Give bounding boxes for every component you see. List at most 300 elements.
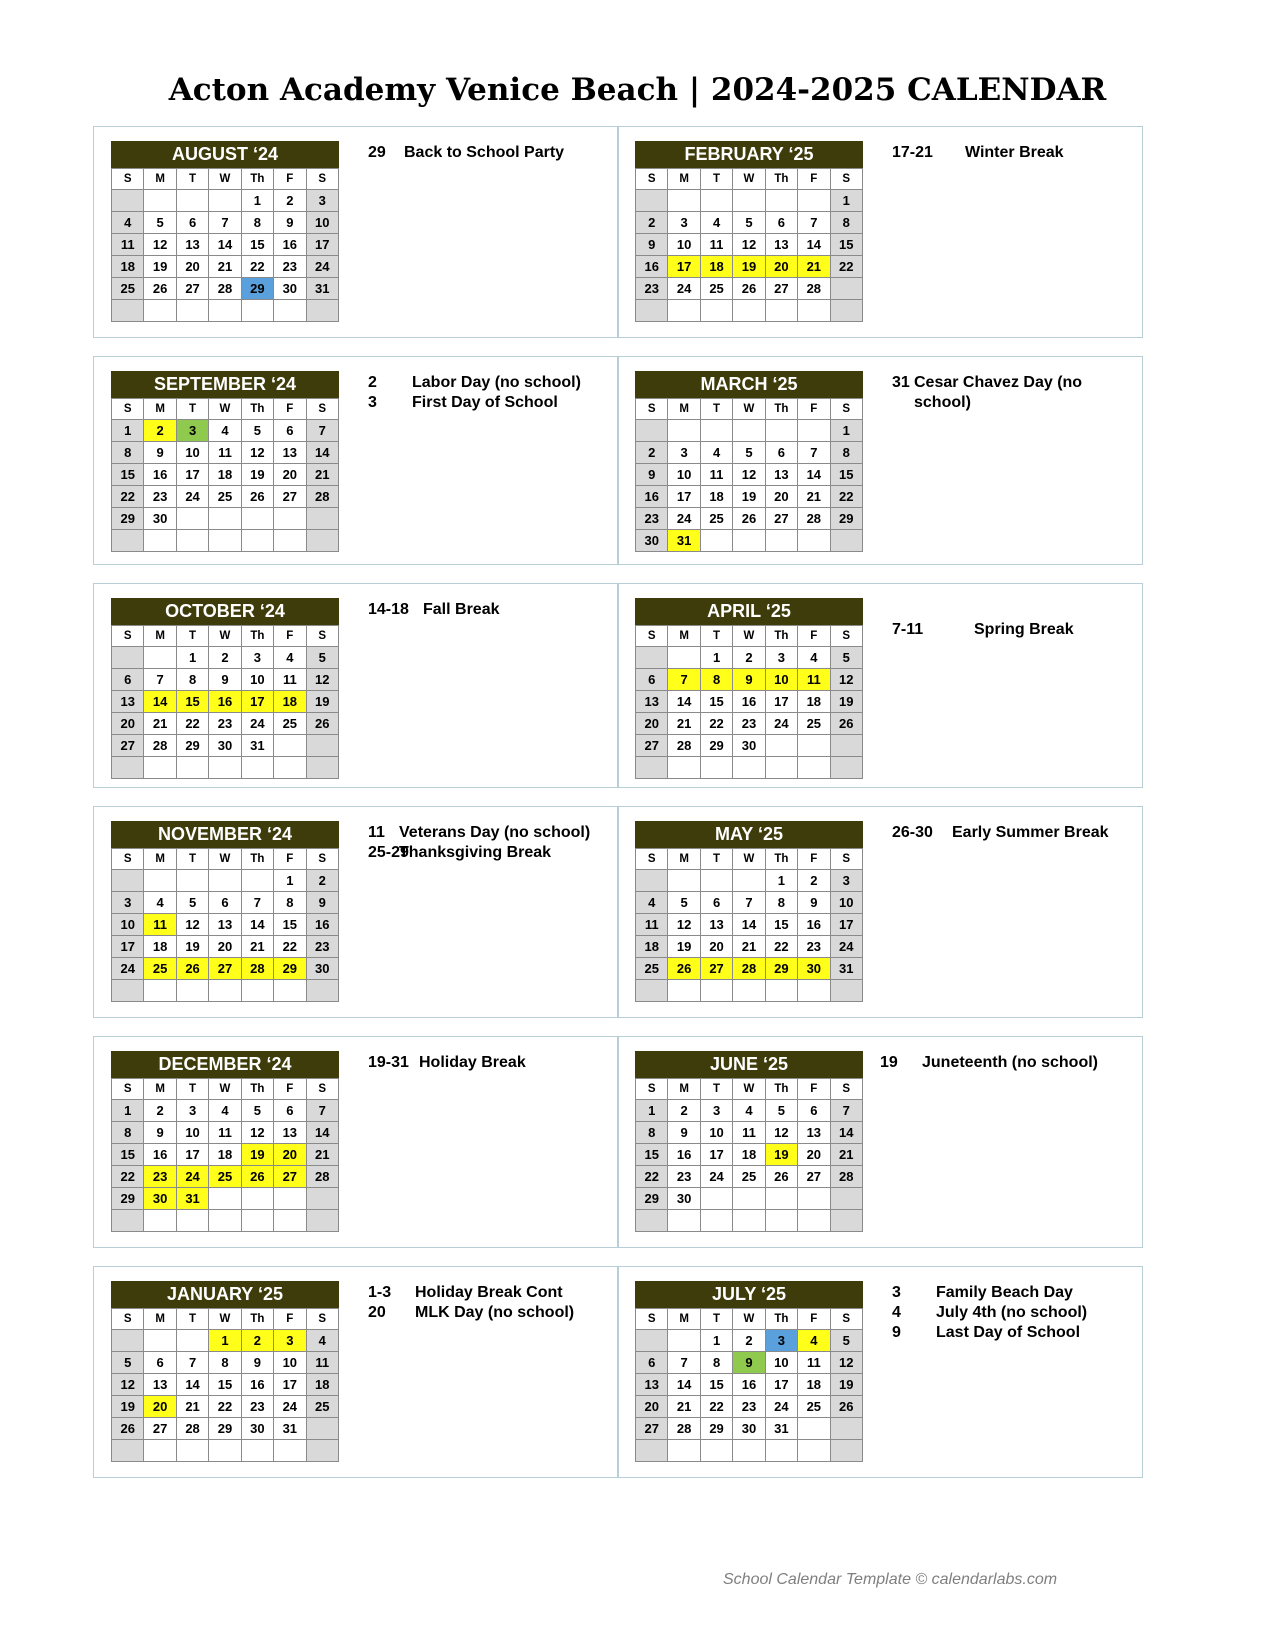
day-cell: 23: [144, 1166, 176, 1188]
day-cell: 6: [144, 1352, 176, 1374]
day-cell: 12: [112, 1374, 144, 1396]
day-cell: 20: [274, 464, 306, 486]
empty-day-cell: [176, 530, 208, 552]
empty-day-cell: [830, 757, 862, 779]
weekday-label: S: [636, 1309, 668, 1330]
empty-day-cell: [112, 1210, 144, 1232]
empty-day-cell: [733, 190, 765, 212]
day-cell: 21: [668, 713, 700, 735]
empty-day-cell: [668, 1330, 700, 1352]
weekday-label: F: [798, 169, 830, 190]
event-note: [368, 1303, 608, 1323]
empty-day-cell: [798, 757, 830, 779]
day-cell: 11: [798, 669, 830, 691]
weekday-label: S: [636, 399, 668, 420]
weekday-label: F: [274, 626, 306, 647]
day-cell: 3: [700, 1100, 732, 1122]
empty-day-cell: [700, 190, 732, 212]
empty-day-cell: [765, 1210, 797, 1232]
day-cell: 5: [830, 647, 862, 669]
empty-day-cell: [241, 1440, 273, 1462]
day-cell: 3: [112, 892, 144, 914]
weekday-label: S: [112, 399, 144, 420]
week-row: [636, 1396, 863, 1418]
month-header: DECEMBER ‘24: [111, 1051, 339, 1078]
event-note: [892, 1323, 1132, 1343]
weekday-label: T: [700, 1079, 732, 1100]
day-cell: 28: [241, 958, 273, 980]
weekday-label: Th: [241, 626, 273, 647]
week-row: [636, 464, 863, 486]
week-row: [112, 713, 339, 735]
day-cell: 2: [636, 442, 668, 464]
week-row: [112, 420, 339, 442]
weekday-label: S: [306, 1309, 338, 1330]
day-cell: 23: [144, 486, 176, 508]
day-cell: 17: [700, 1144, 732, 1166]
event-date: 19-31: [368, 1054, 409, 1071]
day-cell: 26: [668, 958, 700, 980]
month-calendar: [635, 141, 863, 322]
weekday-label: S: [830, 849, 862, 870]
day-cell: 7: [176, 1352, 208, 1374]
day-cell: 13: [144, 1374, 176, 1396]
month-header: JUNE ‘25: [635, 1051, 863, 1078]
event-note: [368, 393, 608, 413]
empty-day-cell: [798, 190, 830, 212]
month-calendar: [111, 371, 339, 552]
day-cell: 23: [733, 713, 765, 735]
day-cell: 15: [830, 464, 862, 486]
day-cell: 28: [733, 958, 765, 980]
month-calendar: [111, 1281, 339, 1462]
week-row: [112, 914, 339, 936]
weekday-label: W: [209, 849, 241, 870]
empty-day-cell: [241, 757, 273, 779]
month-panel-may: [617, 806, 1143, 1018]
day-cell: 18: [798, 691, 830, 713]
week-row: [636, 870, 863, 892]
day-cell: 27: [765, 278, 797, 300]
day-cell: 2: [209, 647, 241, 669]
day-cell: 30: [144, 508, 176, 530]
day-cell: 11: [636, 914, 668, 936]
day-cell: 24: [241, 713, 273, 735]
day-cell: 19: [830, 691, 862, 713]
month-panel-august: [93, 126, 619, 338]
day-cell: 26: [112, 1418, 144, 1440]
day-cell: 11: [798, 1352, 830, 1374]
day-grid: [111, 168, 339, 322]
day-cell: 6: [765, 212, 797, 234]
day-cell: 6: [636, 669, 668, 691]
empty-day-cell: [765, 735, 797, 757]
week-row: [636, 1440, 863, 1462]
month-panel-february: [617, 126, 1143, 338]
day-cell: 16: [274, 234, 306, 256]
day-cell: 2: [306, 870, 338, 892]
event-notes: [368, 600, 608, 620]
day-cell: 20: [636, 713, 668, 735]
empty-day-cell: [830, 735, 862, 757]
weekday-label: F: [798, 1079, 830, 1100]
empty-day-cell: [798, 1188, 830, 1210]
day-cell: 10: [176, 442, 208, 464]
day-cell: 14: [144, 691, 176, 713]
event-note: [368, 1053, 608, 1073]
day-cell: 20: [636, 1396, 668, 1418]
event-note: [368, 843, 608, 863]
empty-day-cell: [668, 647, 700, 669]
day-cell: 21: [798, 256, 830, 278]
weekday-label: T: [176, 1309, 208, 1330]
event-text: Early Summer Break: [952, 824, 1109, 841]
empty-day-cell: [733, 300, 765, 322]
day-cell: 24: [830, 936, 862, 958]
day-cell: 30: [274, 278, 306, 300]
weekday-label: T: [176, 169, 208, 190]
week-row: [636, 1100, 863, 1122]
week-row: [636, 1352, 863, 1374]
week-row: [636, 212, 863, 234]
day-cell: 27: [636, 735, 668, 757]
weekday-label: Th: [241, 1309, 273, 1330]
weekday-header-row: [112, 399, 339, 420]
day-cell: 18: [700, 256, 732, 278]
event-date: 7-11: [892, 621, 924, 638]
day-cell: 27: [798, 1166, 830, 1188]
day-cell: 4: [306, 1330, 338, 1352]
event-notes: [892, 620, 1132, 640]
month-header: NOVEMBER ‘24: [111, 821, 339, 848]
weekday-label: S: [830, 399, 862, 420]
weekday-label: T: [176, 399, 208, 420]
day-cell: 21: [209, 256, 241, 278]
day-cell: 19: [176, 936, 208, 958]
event-note: [892, 823, 1132, 843]
day-cell: 6: [636, 1352, 668, 1374]
weekday-label: F: [798, 849, 830, 870]
weekday-label: S: [636, 1079, 668, 1100]
weekday-label: F: [798, 626, 830, 647]
day-cell: 31: [668, 530, 700, 552]
day-cell: 7: [144, 669, 176, 691]
event-date: 29: [368, 144, 386, 161]
month-calendar: [635, 1051, 863, 1232]
day-cell: 7: [306, 1100, 338, 1122]
empty-day-cell: [765, 420, 797, 442]
empty-day-cell: [733, 870, 765, 892]
month-header: FEBRUARY ‘25: [635, 141, 863, 168]
week-row: [636, 669, 863, 691]
day-cell: 22: [636, 1166, 668, 1188]
event-date: 25-29: [368, 844, 409, 861]
day-cell: 10: [241, 669, 273, 691]
day-grid: [635, 625, 863, 779]
day-cell: 11: [306, 1352, 338, 1374]
day-cell: 27: [112, 735, 144, 757]
empty-day-cell: [274, 530, 306, 552]
day-cell: 30: [733, 735, 765, 757]
day-cell: 16: [209, 691, 241, 713]
day-cell: 19: [668, 936, 700, 958]
empty-day-cell: [830, 980, 862, 1002]
event-note: [892, 373, 1132, 413]
day-cell: 1: [112, 1100, 144, 1122]
day-cell: 15: [636, 1144, 668, 1166]
day-cell: 5: [733, 212, 765, 234]
day-cell: 21: [306, 1144, 338, 1166]
week-row: [636, 914, 863, 936]
day-cell: 11: [700, 234, 732, 256]
day-cell: 4: [274, 647, 306, 669]
day-grid: [111, 1078, 339, 1232]
day-cell: 17: [668, 256, 700, 278]
empty-day-cell: [274, 980, 306, 1002]
empty-day-cell: [176, 980, 208, 1002]
day-cell: 1: [274, 870, 306, 892]
weekday-label: F: [798, 399, 830, 420]
day-cell: 1: [765, 870, 797, 892]
day-cell: 9: [306, 892, 338, 914]
day-cell: 21: [798, 486, 830, 508]
day-cell: 12: [733, 464, 765, 486]
weekday-label: W: [209, 169, 241, 190]
day-cell: 21: [176, 1396, 208, 1418]
empty-day-cell: [700, 420, 732, 442]
event-note: [880, 1053, 1120, 1073]
week-row: [112, 1210, 339, 1232]
day-cell: 16: [733, 691, 765, 713]
empty-day-cell: [274, 1210, 306, 1232]
empty-day-cell: [209, 1440, 241, 1462]
event-text: Holiday Break Cont: [415, 1284, 563, 1301]
day-cell: 25: [798, 713, 830, 735]
event-note: [892, 1303, 1132, 1323]
day-cell: 7: [798, 212, 830, 234]
week-row: [636, 892, 863, 914]
empty-day-cell: [176, 1210, 208, 1232]
week-row: [112, 486, 339, 508]
event-date: 19: [880, 1054, 898, 1071]
weekday-label: S: [306, 399, 338, 420]
month-header: JULY ‘25: [635, 1281, 863, 1308]
weekday-label: T: [700, 626, 732, 647]
empty-day-cell: [176, 870, 208, 892]
empty-day-cell: [241, 300, 273, 322]
day-cell: 4: [700, 442, 732, 464]
event-text: Winter Break: [965, 144, 1064, 161]
day-cell: 5: [112, 1352, 144, 1374]
day-cell: 8: [830, 442, 862, 464]
day-cell: 26: [733, 278, 765, 300]
day-cell: 28: [830, 1166, 862, 1188]
day-cell: 29: [112, 1188, 144, 1210]
day-cell: 8: [209, 1352, 241, 1374]
day-cell: 20: [144, 1396, 176, 1418]
event-text: Veterans Day (no school): [399, 824, 591, 841]
weekday-label: S: [830, 169, 862, 190]
day-cell: 28: [144, 735, 176, 757]
weekday-label: Th: [765, 1079, 797, 1100]
weekday-label: T: [176, 626, 208, 647]
week-row: [112, 1330, 339, 1352]
day-cell: 29: [700, 735, 732, 757]
day-cell: 4: [209, 1100, 241, 1122]
day-cell: 4: [209, 420, 241, 442]
day-cell: 12: [144, 234, 176, 256]
day-cell: 18: [274, 691, 306, 713]
day-cell: 1: [112, 420, 144, 442]
day-cell: 30: [306, 958, 338, 980]
week-row: [112, 234, 339, 256]
weekday-label: Th: [241, 169, 273, 190]
week-row: [112, 256, 339, 278]
weekday-label: F: [798, 1309, 830, 1330]
day-cell: 13: [274, 442, 306, 464]
day-cell: 13: [700, 914, 732, 936]
empty-day-cell: [209, 1210, 241, 1232]
day-cell: 26: [241, 1166, 273, 1188]
empty-day-cell: [830, 278, 862, 300]
day-cell: 18: [112, 256, 144, 278]
weekday-label: F: [274, 1309, 306, 1330]
day-cell: 17: [830, 914, 862, 936]
empty-day-cell: [765, 190, 797, 212]
week-row: [636, 234, 863, 256]
empty-day-cell: [636, 420, 668, 442]
month-header: JANUARY ‘25: [111, 1281, 339, 1308]
empty-day-cell: [176, 300, 208, 322]
empty-day-cell: [209, 508, 241, 530]
day-cell: 24: [765, 1396, 797, 1418]
empty-day-cell: [209, 300, 241, 322]
week-row: [112, 508, 339, 530]
day-cell: 11: [144, 914, 176, 936]
weekday-label: F: [274, 849, 306, 870]
day-grid: [635, 1308, 863, 1462]
empty-day-cell: [209, 1188, 241, 1210]
day-cell: 27: [274, 1166, 306, 1188]
day-cell: 14: [668, 691, 700, 713]
event-date: 14-18: [368, 601, 409, 618]
empty-day-cell: [176, 190, 208, 212]
week-row: [112, 1418, 339, 1440]
empty-day-cell: [733, 1210, 765, 1232]
empty-day-cell: [700, 530, 732, 552]
day-cell: 25: [209, 486, 241, 508]
day-cell: 23: [798, 936, 830, 958]
empty-day-cell: [636, 1210, 668, 1232]
day-cell: 31: [765, 1418, 797, 1440]
weekday-label: Th: [765, 399, 797, 420]
day-cell: 30: [668, 1188, 700, 1210]
weekday-label: W: [209, 1079, 241, 1100]
empty-day-cell: [144, 530, 176, 552]
day-cell: 23: [636, 508, 668, 530]
day-cell: 28: [798, 278, 830, 300]
week-row: [636, 1144, 863, 1166]
day-cell: 24: [176, 1166, 208, 1188]
day-cell: 16: [733, 1374, 765, 1396]
day-cell: 30: [798, 958, 830, 980]
day-cell: 21: [830, 1144, 862, 1166]
event-text: Spring Break: [974, 621, 1074, 638]
day-cell: 25: [733, 1166, 765, 1188]
weekday-label: T: [176, 1079, 208, 1100]
empty-day-cell: [798, 530, 830, 552]
weekday-header-row: [636, 169, 863, 190]
empty-day-cell: [112, 300, 144, 322]
day-cell: 13: [209, 914, 241, 936]
event-date: 20: [368, 1304, 386, 1321]
day-cell: 25: [306, 1396, 338, 1418]
empty-day-cell: [144, 1210, 176, 1232]
event-text: First Day of School: [412, 394, 558, 411]
day-cell: 9: [209, 669, 241, 691]
day-cell: 15: [830, 234, 862, 256]
week-row: [636, 190, 863, 212]
day-cell: 29: [830, 508, 862, 530]
day-cell: 21: [144, 713, 176, 735]
weekday-label: T: [700, 849, 732, 870]
day-grid: [635, 398, 863, 552]
day-cell: 29: [274, 958, 306, 980]
day-cell: 14: [798, 234, 830, 256]
day-cell: 31: [176, 1188, 208, 1210]
day-cell: 17: [112, 936, 144, 958]
empty-day-cell: [733, 1440, 765, 1462]
day-cell: 4: [700, 212, 732, 234]
day-cell: 24: [668, 508, 700, 530]
day-cell: 8: [765, 892, 797, 914]
weekday-label: W: [733, 849, 765, 870]
weekday-header-row: [636, 1079, 863, 1100]
empty-day-cell: [112, 647, 144, 669]
weekday-label: S: [112, 849, 144, 870]
empty-day-cell: [668, 757, 700, 779]
week-row: [112, 464, 339, 486]
month-calendar: [635, 598, 863, 779]
empty-day-cell: [274, 300, 306, 322]
empty-day-cell: [700, 300, 732, 322]
week-row: [636, 691, 863, 713]
day-cell: 15: [176, 691, 208, 713]
event-date: 31: [892, 374, 910, 391]
empty-day-cell: [306, 1418, 338, 1440]
event-date: 1-3: [368, 1284, 392, 1301]
weekday-label: S: [306, 1079, 338, 1100]
weekday-label: W: [733, 399, 765, 420]
empty-day-cell: [112, 870, 144, 892]
day-cell: 16: [668, 1144, 700, 1166]
day-cell: 5: [668, 892, 700, 914]
day-cell: 9: [274, 212, 306, 234]
day-cell: 13: [765, 464, 797, 486]
empty-day-cell: [636, 300, 668, 322]
weekday-label: Th: [765, 626, 797, 647]
day-cell: 29: [636, 1188, 668, 1210]
empty-day-cell: [112, 980, 144, 1002]
day-cell: 6: [700, 892, 732, 914]
day-cell: 16: [636, 256, 668, 278]
day-cell: 26: [733, 508, 765, 530]
day-cell: 21: [733, 936, 765, 958]
day-cell: 3: [176, 420, 208, 442]
day-cell: 20: [176, 256, 208, 278]
event-notes: [368, 1053, 608, 1073]
day-cell: 22: [830, 486, 862, 508]
